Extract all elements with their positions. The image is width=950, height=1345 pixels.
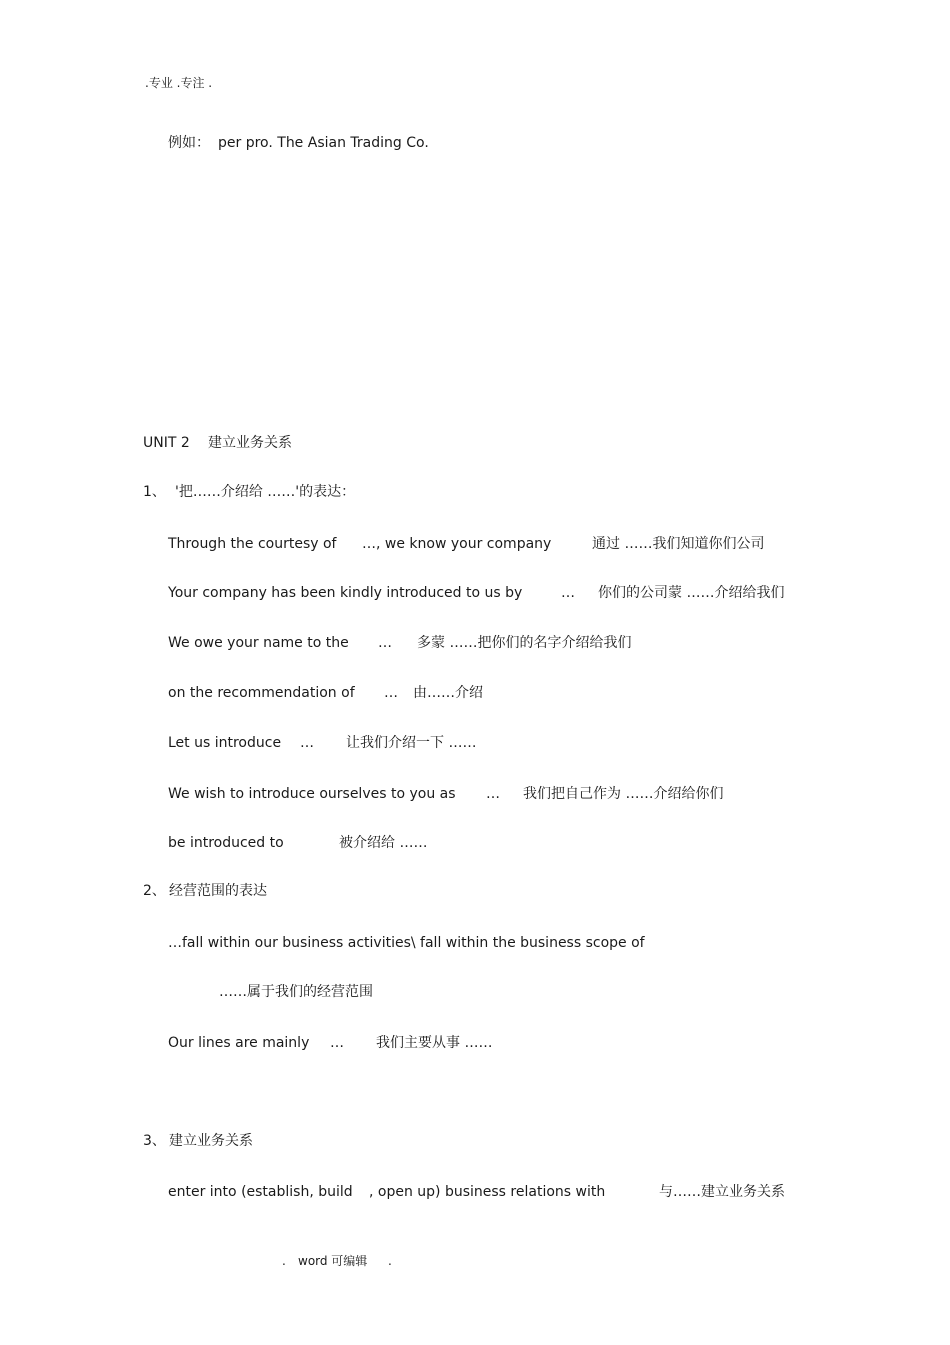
english-phrase: Your company has been kindly introduced to us by <box>168 585 523 601</box>
ellipsis: … <box>300 735 314 751</box>
section-number: 3、 <box>143 1133 166 1149</box>
ellipsis: … <box>378 635 392 651</box>
english-phrase: enter into (establish, build <box>168 1184 353 1200</box>
example-text: per pro. The Asian Trading Co. <box>218 135 429 151</box>
ellipsis: … <box>384 685 398 701</box>
english-phrase: Let us introduce <box>168 735 282 751</box>
page-header: .专业 .专注 . <box>145 76 213 90</box>
ellipsis: … <box>486 786 500 802</box>
english-phrase: We owe your name to the <box>168 635 349 651</box>
chinese-translation: 被介绍给 …… <box>339 835 428 851</box>
english-phrase: Through the courtesy of <box>168 536 337 552</box>
footer-dot-right: . <box>388 1254 392 1268</box>
unit-code: UNIT 2 <box>143 435 190 451</box>
section-heading-text: 建立业务关系 <box>169 1133 253 1149</box>
english-phrase: Our lines are mainly <box>168 1035 310 1051</box>
chinese-translation: 与……建立业务关系 <box>659 1184 785 1200</box>
ellipsis: … <box>330 1035 344 1051</box>
section-heading-text: '把……介绍给 ……'的表达： <box>175 484 356 500</box>
phrase-continuation: …, we know your company <box>362 536 552 552</box>
chinese-translation: 通过 ……我们知道你们公司 <box>592 536 765 552</box>
chinese-translation: ……属于我们的经营范围 <box>219 984 373 1000</box>
ellipsis: … <box>561 585 575 601</box>
chinese-translation: 我们主要从事 …… <box>376 1035 493 1051</box>
chinese-translation: 让我们介绍一下 …… <box>346 735 477 751</box>
section-heading-text: 经营范围的表达 <box>169 883 267 899</box>
english-phrase: …fall within our business activities\ fall within the business scope of <box>168 935 645 951</box>
chinese-translation: 你们的公司蒙 ……介绍给我们 <box>598 585 785 601</box>
phrase-continuation: , open up) business relations with <box>369 1184 606 1200</box>
chinese-translation: 多蒙 ……把你们的名字介绍给我们 <box>417 635 632 651</box>
unit-name: 建立业务关系 <box>208 435 292 451</box>
footer-dot-left: . <box>282 1254 286 1268</box>
chinese-translation: 由……介绍 <box>413 685 483 701</box>
section-number: 1、 <box>143 484 166 500</box>
footer-text: word 可编辑 <box>298 1254 368 1268</box>
chinese-translation: 我们把自己作为 ……介绍给你们 <box>523 786 724 802</box>
example-label: 例如： <box>168 135 210 151</box>
english-phrase: We wish to introduce ourselves to you as <box>168 786 456 802</box>
english-phrase: be introduced to <box>168 835 284 851</box>
section-number: 2、 <box>143 883 166 899</box>
english-phrase: on the recommendation of <box>168 685 355 701</box>
